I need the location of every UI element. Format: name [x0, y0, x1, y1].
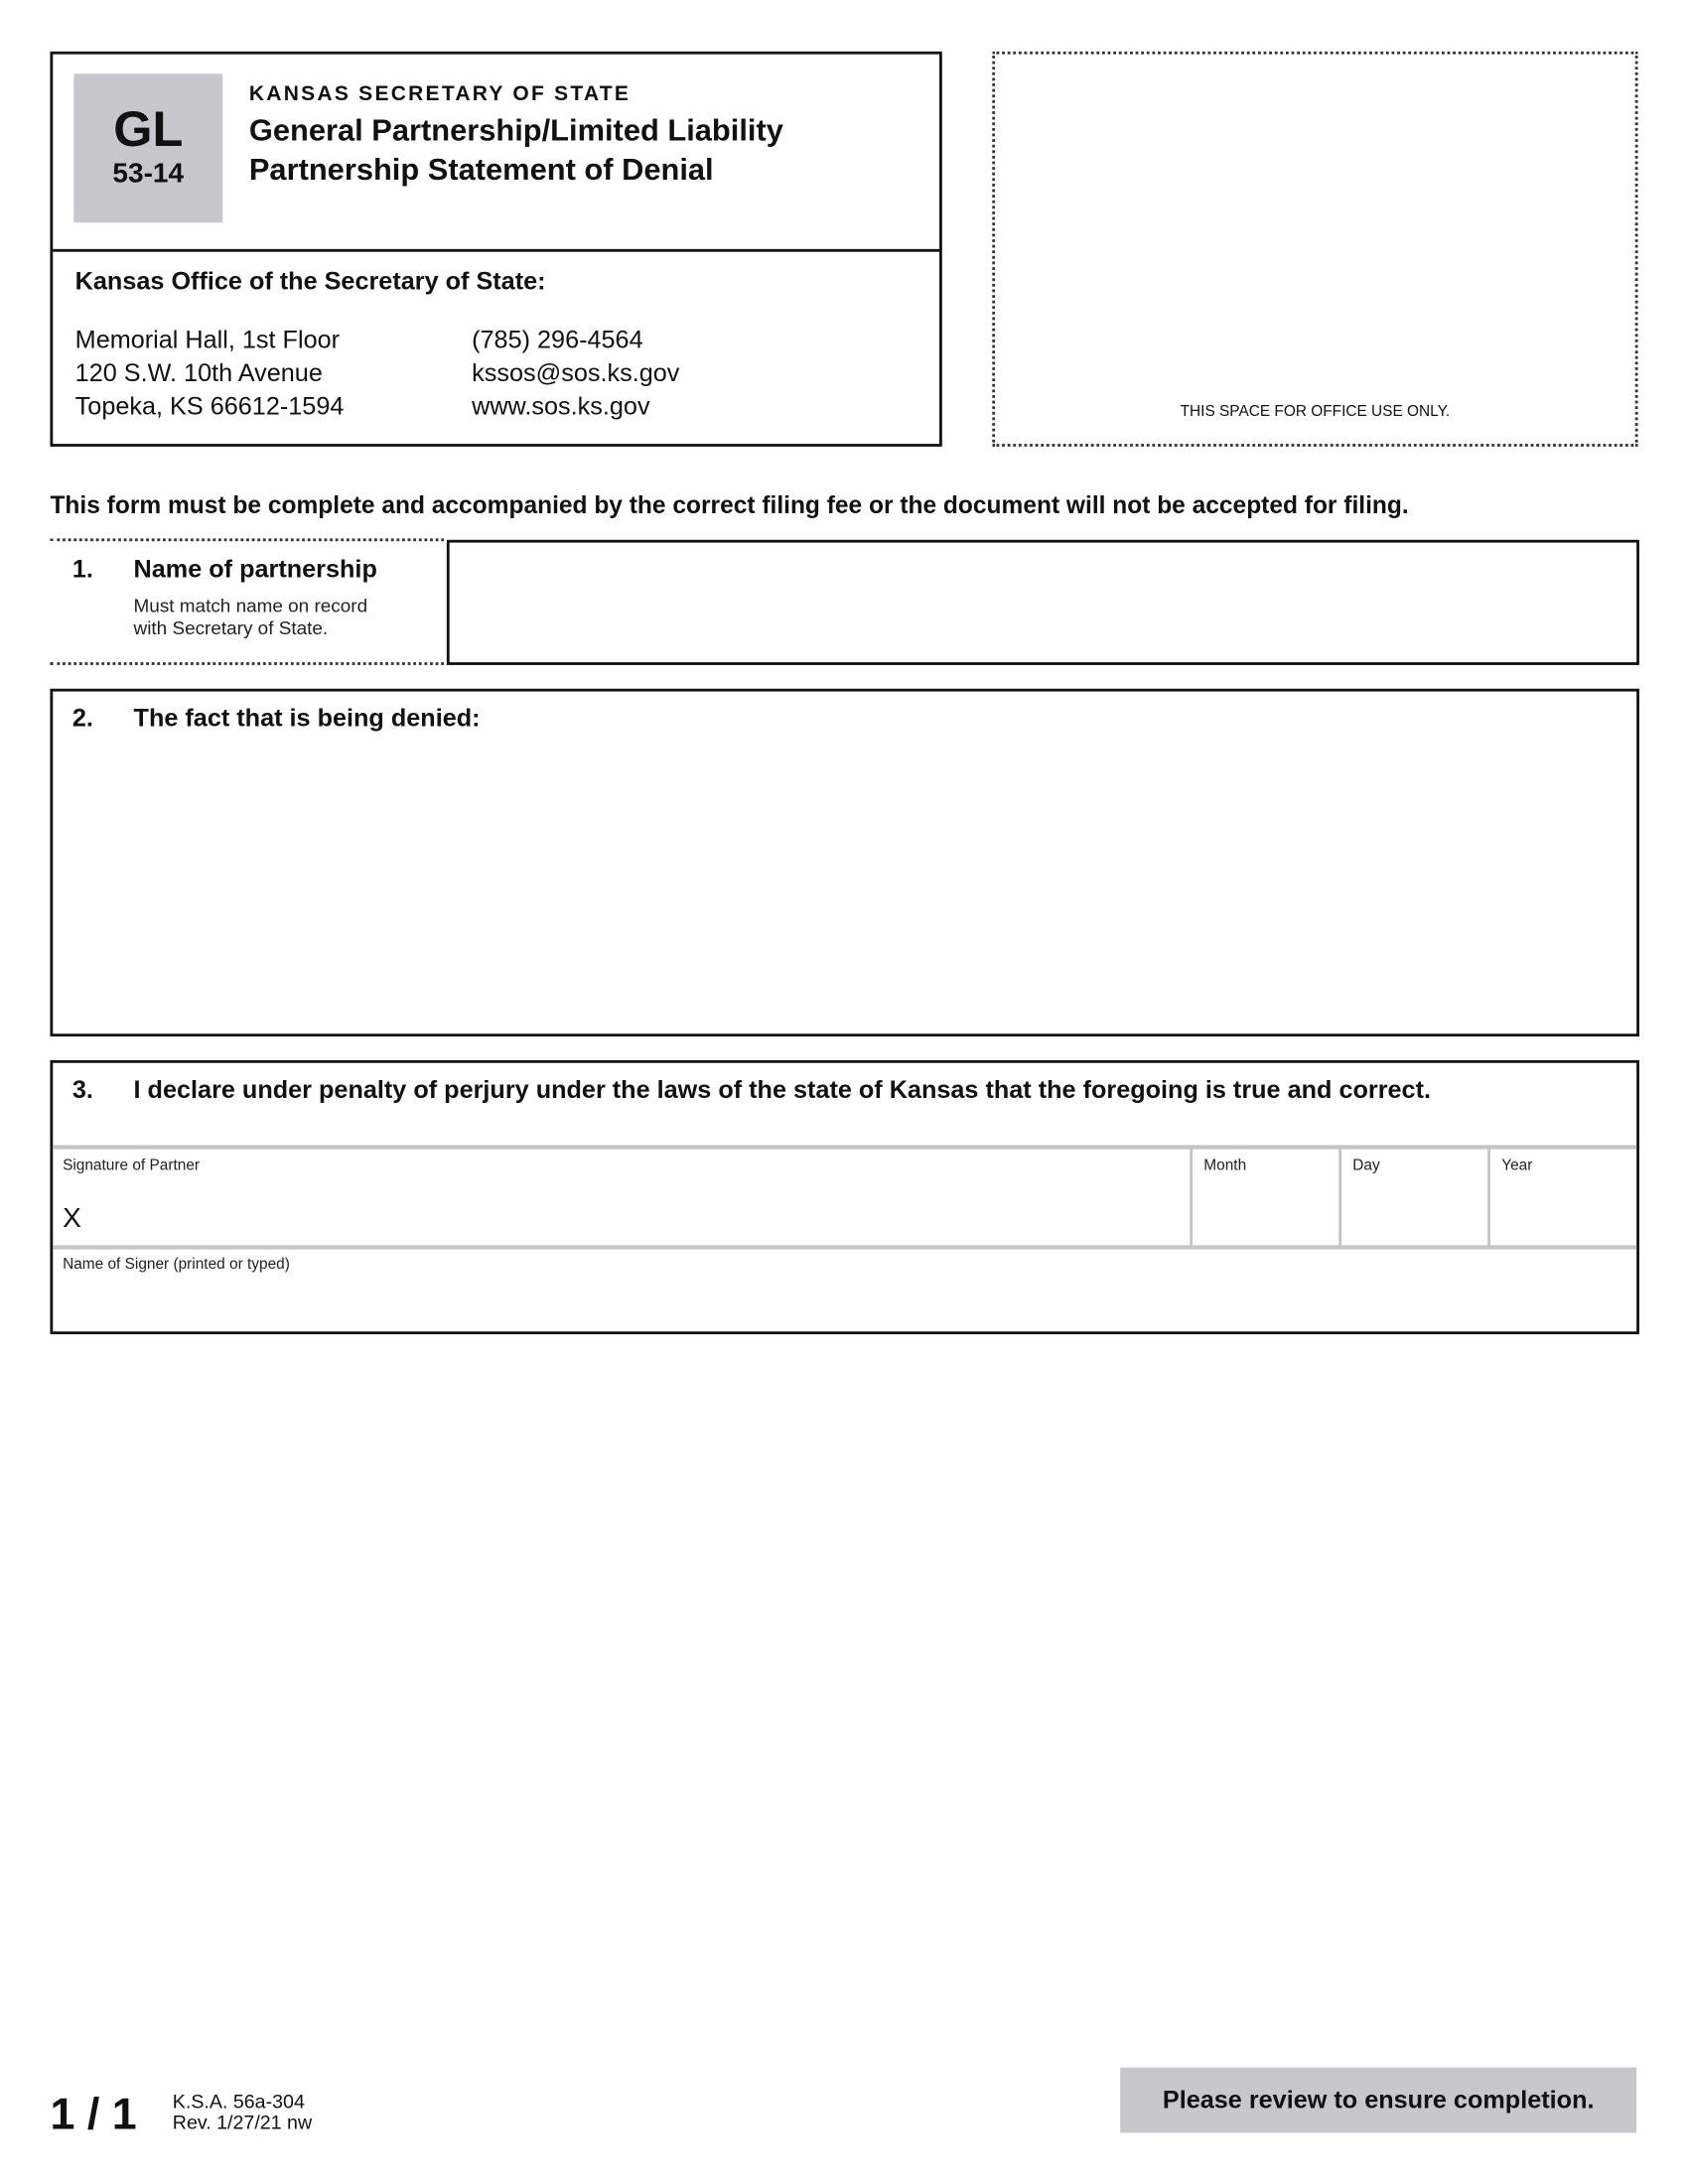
statute-reference: K.S.A. 56a-304: [172, 2090, 305, 2113]
address-line: Memorial Hall, 1st Floor: [74, 325, 341, 353]
year-label: Year: [1501, 1158, 1533, 1174]
office-address: [75, 323, 345, 423]
month-label: Month: [1203, 1158, 1247, 1174]
agency-name: KANSAS SECRETARY OF STATE: [248, 81, 632, 106]
month-field[interactable]: [1193, 1150, 1338, 1246]
form-code: GL: [113, 99, 184, 158]
address-line: 120 S.W. 10th Avenue: [74, 358, 323, 387]
signature-field[interactable]: [53, 1150, 1190, 1246]
page-number: 1 / 1: [50, 2088, 137, 2139]
office-contact: [472, 323, 679, 423]
signer-name-label: Name of Signer (printed or typed): [63, 1256, 290, 1274]
form-title-line1: General Partnership/Limited Liability: [248, 112, 783, 148]
section2-label: The fact that is being denied:: [133, 704, 481, 733]
section3-number: 3.: [71, 1075, 93, 1104]
office-heading: Kansas Office of the Secretary of State:: [74, 267, 546, 296]
office-phone: (785) 296-4564: [472, 325, 643, 353]
form-title-line2: Partnership Statement of Denial: [248, 151, 714, 187]
filing-notice: This form must be complete and accompanied by the correct filing fee or the document will not be accepted for filing.: [50, 490, 1409, 519]
year-field[interactable]: [1490, 1150, 1636, 1246]
signature-label: Signature of Partner: [63, 1158, 201, 1174]
section1-hint: [134, 596, 368, 640]
denied-fact-input[interactable]: [56, 745, 1633, 1029]
section1-bottom-rule: [50, 662, 444, 665]
revision-date: Rev. 1/27/21 nw: [172, 2111, 313, 2133]
hint-line: with Secretary of State.: [133, 617, 329, 639]
signature-mark: X: [63, 1203, 81, 1235]
office-email[interactable]: kssos@sos.ks.gov: [472, 358, 680, 387]
declaration-text: I declare under penalty of perjury under the laws of the state of Kansas that the foregoing is true and correct.: [133, 1075, 1432, 1104]
partnership-name-input[interactable]: [447, 540, 1639, 665]
day-field[interactable]: [1341, 1150, 1487, 1246]
footer-meta: [173, 2091, 312, 2132]
form-title: [249, 111, 783, 189]
signer-name-field[interactable]: [53, 1250, 1636, 1330]
header-divider: [53, 249, 939, 252]
section2-number: 2.: [71, 704, 93, 733]
form-number: 53-14: [112, 158, 185, 190]
office-use-box: [992, 52, 1637, 447]
section1-top-rule: [50, 538, 444, 541]
review-note: Please review to ensure completion.: [1120, 2068, 1636, 2133]
office-website[interactable]: www.sos.ks.gov: [472, 392, 650, 421]
section1-number: 1.: [71, 555, 93, 584]
section1-label: Name of partnership: [133, 555, 377, 584]
office-use-label: THIS SPACE FOR OFFICE USE ONLY.: [1180, 403, 1451, 421]
hint-line: Must match name on record: [133, 595, 368, 616]
form-code-badge: [73, 73, 222, 222]
day-label: Day: [1352, 1158, 1380, 1174]
address-line: Topeka, KS 66612-1594: [74, 392, 345, 421]
